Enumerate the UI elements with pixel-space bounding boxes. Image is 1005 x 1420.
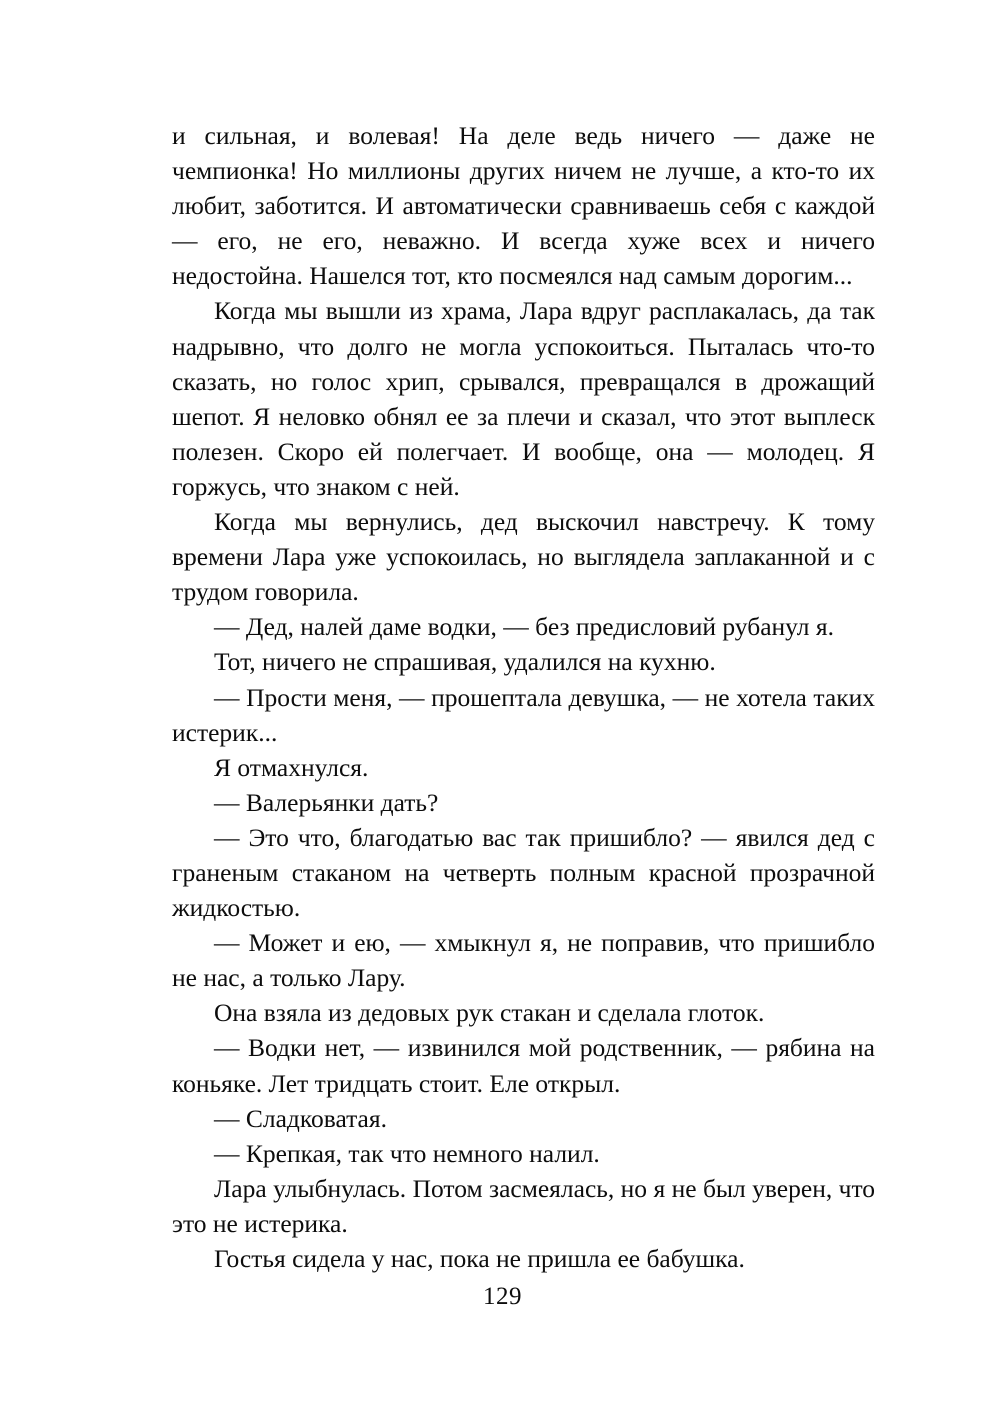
dialogue-line: — Это что, благодатью вас так пришибло? — явился дед с граненым стаканом на четверть полным красной прозрачной жидкостью. bbox=[172, 822, 875, 923]
dialogue-line: — Может и ею, — хмыкнул я, не поправив, что пришибло не нас, а только Лару. bbox=[172, 928, 875, 993]
paragraph: и сильная, и волевая! На деле ведь ничего — даже не чемпионка! Но миллионы других ничем не лучше, а кто-то их любит, заботится. И автоматически сравниваешь себя с каждой — его, не его, неважно. И всегда хуже всех и ничего недостойна. Нашелся тот, кто посмеялся над самым дорогим... bbox=[172, 121, 875, 291]
paragraph: Гостья сидела у нас, пока не пришла ее бабушка. bbox=[214, 1244, 745, 1273]
page-text-block bbox=[172, 118, 875, 1276]
dialogue-line: — Прости меня, — прошептала девушка, — не хотела таких истерик... bbox=[172, 682, 875, 747]
dialogue-line: — Сладковатая. bbox=[214, 1103, 387, 1133]
paragraph: Лара улыбнулась. Потом засмеялась, но я не был уверен, что это не истерика. bbox=[172, 1173, 875, 1238]
dialogue-line: — Дед, налей даме водки, — без предисловий рубанул я. bbox=[214, 612, 834, 642]
paragraph: Тот, ничего не спрашивая, удалился на кухню. bbox=[214, 647, 716, 677]
paragraph: Я отмахнулся. bbox=[214, 752, 369, 782]
paragraph: Когда мы вернулись, дед выскочил навстречу. К тому времени Лара уже успокоилась, но выглядела заплаканной и с трудом говорила. bbox=[172, 507, 875, 607]
dialogue-line: — Валерьянки дать? bbox=[214, 787, 439, 817]
paragraph: Она взяла из дедовых рук стакан и сделала глоток. bbox=[214, 998, 765, 1028]
dialogue-line: — Крепкая, так что немного налил. bbox=[214, 1138, 600, 1168]
dialogue-line: — Водки нет, — извинился мой родственник, — рябина на коньяке. Лет тридцать стоит. Еле открыл. bbox=[172, 1033, 875, 1098]
page-number: 129 bbox=[483, 1283, 522, 1310]
paragraph: Когда мы вышли из храма, Лара вдруг расплакалась, да так надрывно, что долго не могла успокоиться. Пыталась что-то сказать, но голос хрип, срывался, превращался в дрожащий шепот. Я неловко обнял ее за плечи и сказал, что этот выплеск полезен. Скоро ей полегчает. И вообще, она — молодец. Я горжусь, что знаком с ней. bbox=[172, 296, 875, 501]
